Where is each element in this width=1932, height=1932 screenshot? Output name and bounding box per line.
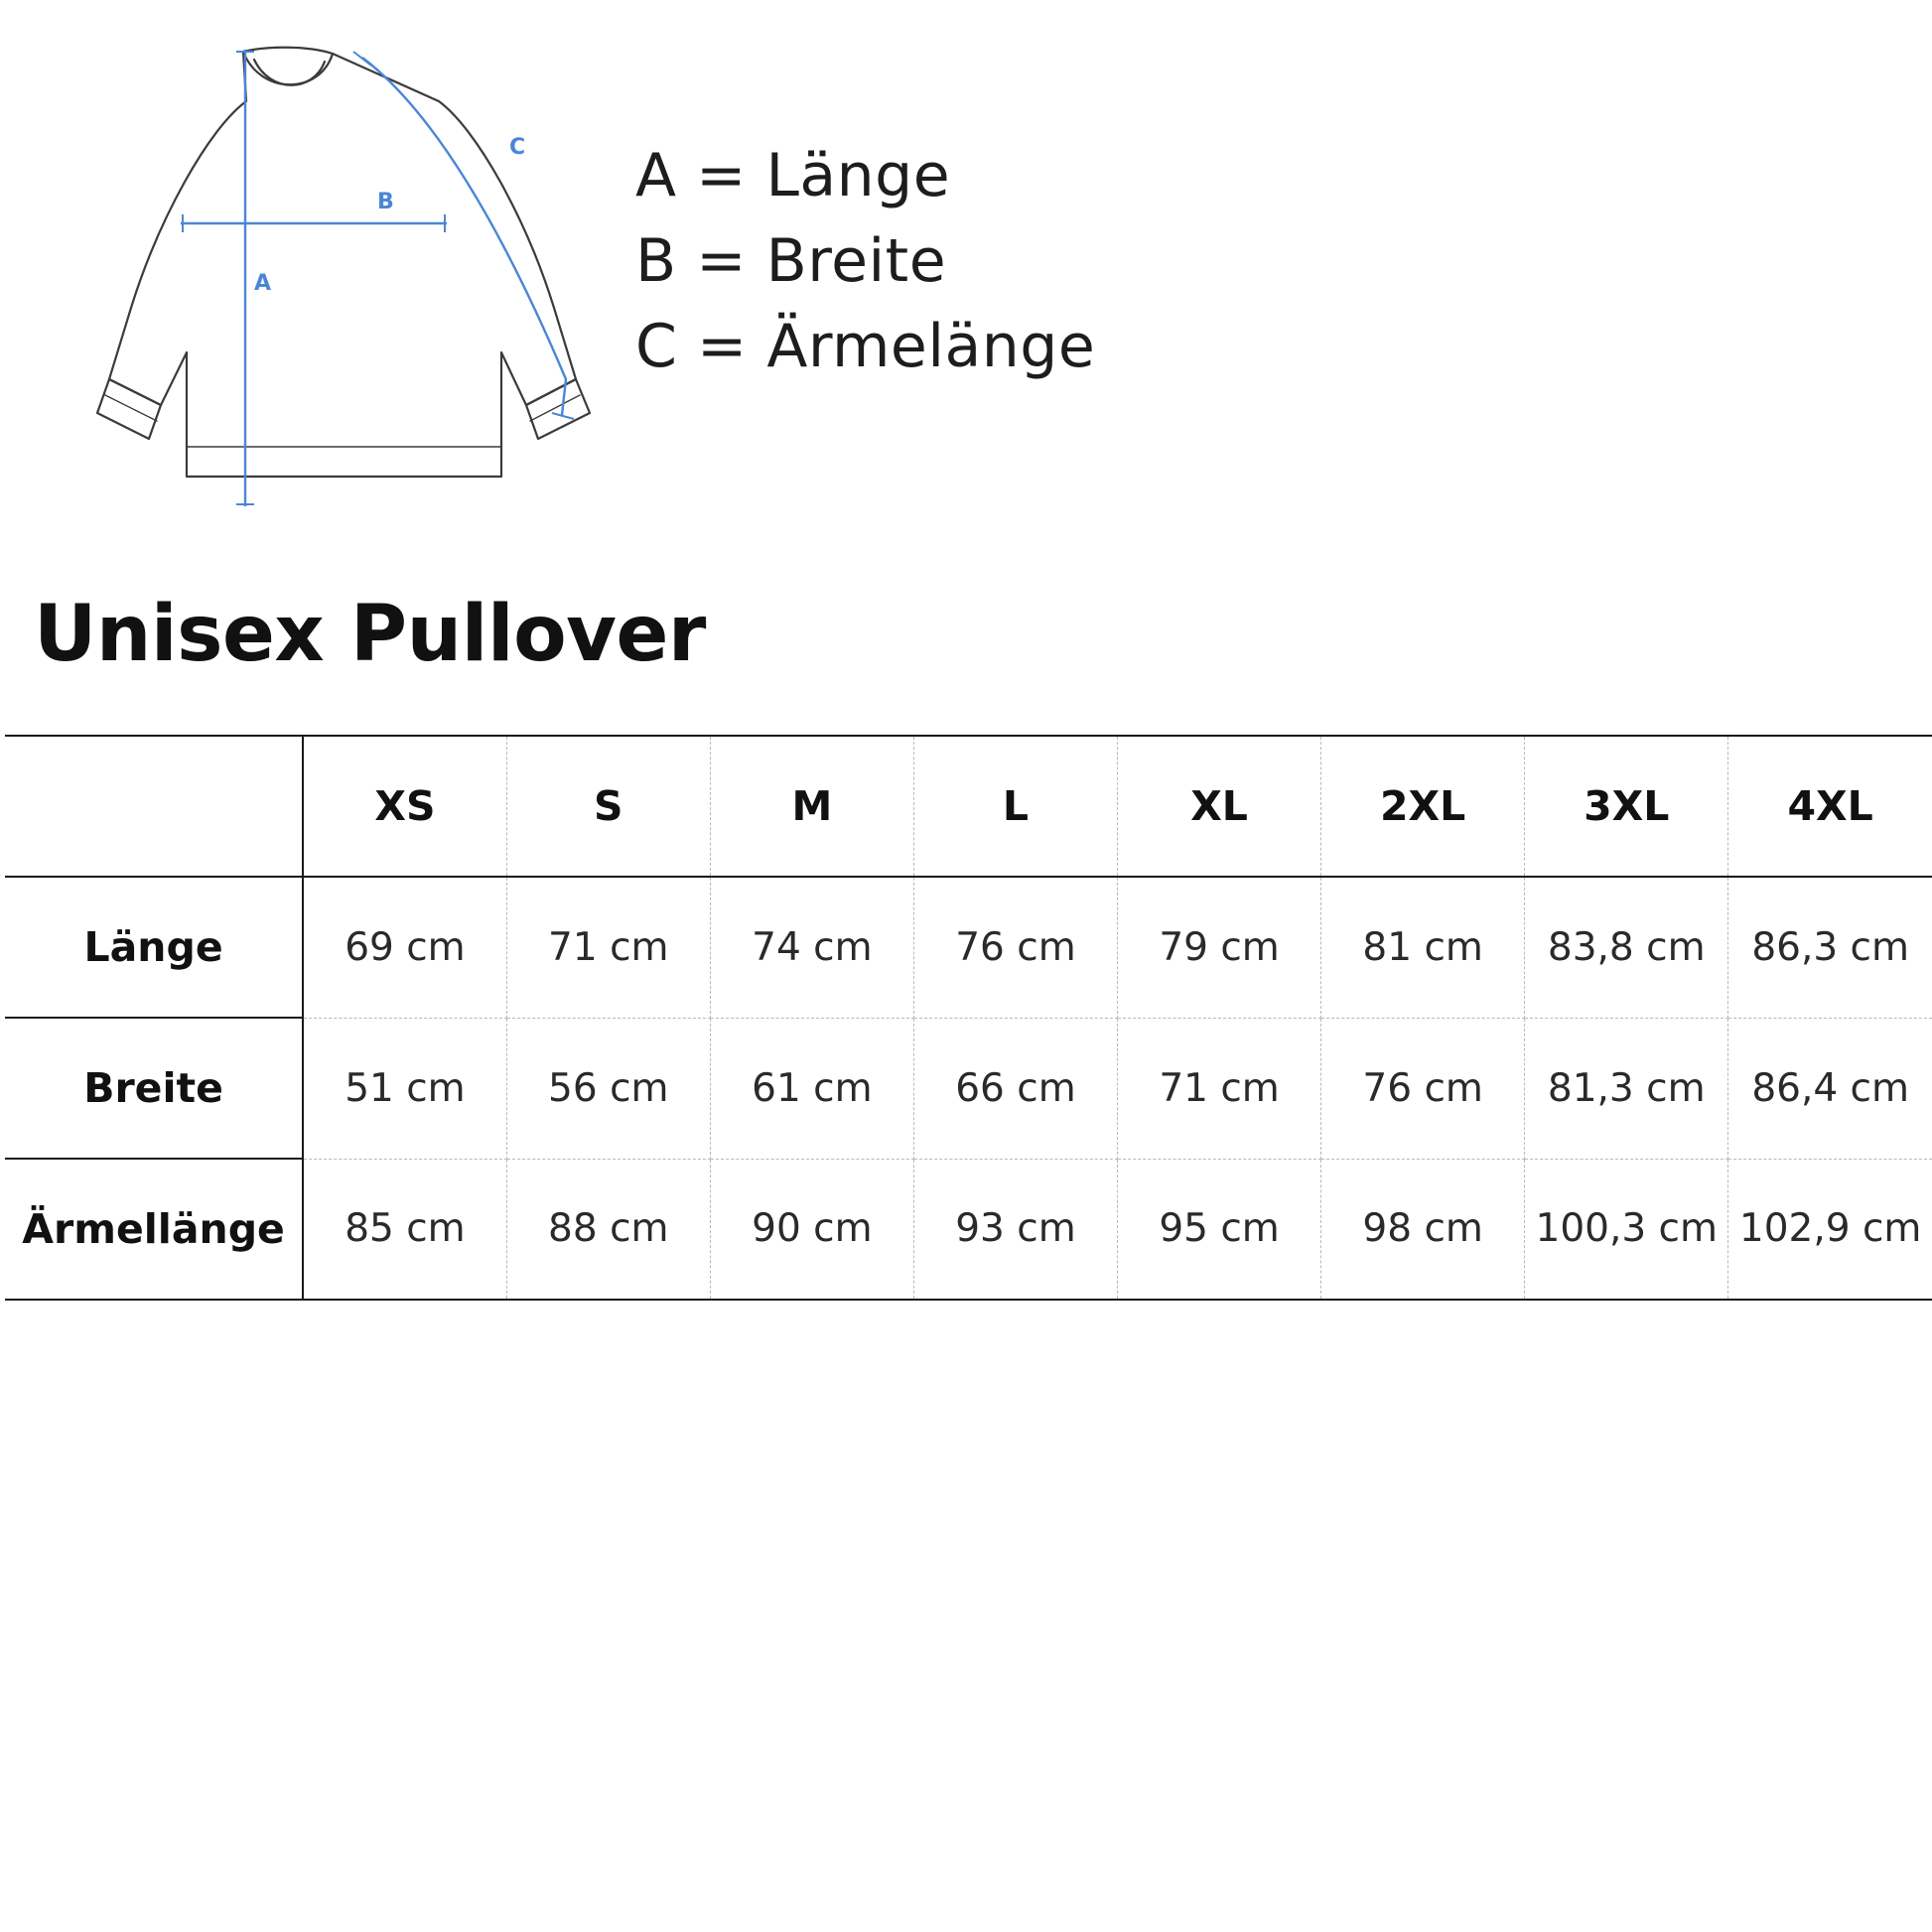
cell-breite-l: 66 cm [913, 1018, 1117, 1159]
cell-laenge-xs: 69 cm [303, 877, 506, 1018]
table-row [5, 1159, 1932, 1300]
legend-line-c: C = Ärmelänge [635, 311, 1096, 381]
diagram-marker-a: A [254, 271, 272, 296]
cell-laenge-m: 74 cm [710, 877, 913, 1018]
table-row [5, 1018, 1932, 1159]
size-header-3xl: 3XL [1525, 736, 1728, 877]
cell-laenge-s: 71 cm [506, 877, 710, 1018]
cell-breite-3xl: 81,3 cm [1525, 1018, 1728, 1159]
cell-laenge-xl: 79 cm [1118, 877, 1321, 1018]
cell-laenge-2xl: 81 cm [1321, 877, 1525, 1018]
row-label-laenge: Länge [5, 877, 303, 1018]
cell-breite-m: 61 cm [710, 1018, 913, 1159]
cell-laenge-3xl: 83,8 cm [1525, 877, 1728, 1018]
page-title: Unisex Pullover [34, 590, 706, 679]
cell-aermellaenge-xs: 85 cm [303, 1159, 506, 1300]
pullover-illustration [10, 10, 625, 526]
cell-aermellaenge-2xl: 98 cm [1321, 1159, 1525, 1300]
table-row [5, 877, 1932, 1018]
legend-line-b: B = Breite [635, 225, 947, 296]
size-header-xs: XS [303, 736, 506, 877]
row-label-breite: Breite [5, 1018, 303, 1159]
table-corner-cell [5, 736, 303, 877]
cell-breite-4xl: 86,4 cm [1728, 1018, 1932, 1159]
legend [635, 134, 1330, 389]
diagram-section [0, 0, 1932, 556]
cell-breite-xl: 71 cm [1118, 1018, 1321, 1159]
cell-laenge-l: 76 cm [913, 877, 1117, 1018]
size-header-l: L [913, 736, 1117, 877]
legend-line-a: A = Länge [635, 141, 951, 210]
size-table [5, 735, 1932, 1301]
diagram-marker-b: B [377, 190, 394, 214]
cell-aermellaenge-4xl: 102,9 cm [1728, 1159, 1932, 1300]
cell-aermellaenge-m: 90 cm [710, 1159, 913, 1300]
size-table-container [5, 735, 1932, 1301]
size-header-m: M [710, 736, 913, 877]
table-header-row [5, 736, 1932, 877]
cell-breite-2xl: 76 cm [1321, 1018, 1525, 1159]
cell-breite-xs: 51 cm [303, 1018, 506, 1159]
cell-aermellaenge-3xl: 100,3 cm [1525, 1159, 1728, 1300]
cell-laenge-4xl: 86,3 cm [1728, 877, 1932, 1018]
cell-aermellaenge-xl: 95 cm [1118, 1159, 1321, 1300]
row-label-aermellaenge: Ärmellänge [5, 1159, 303, 1300]
size-header-2xl: 2XL [1321, 736, 1525, 877]
diagram-marker-c: C [509, 135, 526, 160]
size-header-xl: XL [1118, 736, 1321, 877]
cell-breite-s: 56 cm [506, 1018, 710, 1159]
size-header-4xl: 4XL [1728, 736, 1932, 877]
cell-aermellaenge-s: 88 cm [506, 1159, 710, 1300]
size-header-s: S [506, 736, 710, 877]
cell-aermellaenge-l: 93 cm [913, 1159, 1117, 1300]
